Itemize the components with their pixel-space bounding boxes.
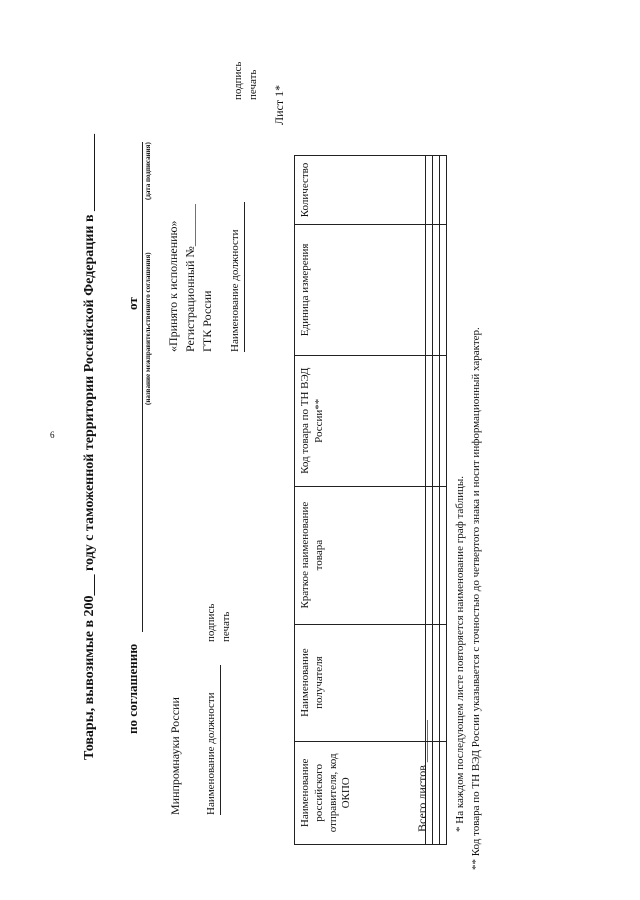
document-title: Товары, вывозимые в 200___ году с таможенной территории Российской Федерации в ___________ <box>82 133 97 760</box>
table-cell <box>433 486 440 624</box>
left-seal-label: печать <box>220 611 232 642</box>
table-cell <box>426 156 433 225</box>
table-row <box>433 156 440 845</box>
footnote-1: * На каждом последующем листе повторяется наименование граф таблицы. <box>454 475 466 832</box>
column-header: Наименование российского отправителя, код ОКПО <box>295 741 426 844</box>
table-row <box>440 156 447 845</box>
column-header: Единица измерения <box>295 224 426 355</box>
left-position-line <box>220 665 221 815</box>
page-number: 6 <box>50 430 55 440</box>
date-caption: (дата подписания) <box>144 142 152 200</box>
agreement-line <box>142 142 143 632</box>
table-cell <box>433 224 440 355</box>
registration-number: Регистрационный №_______ <box>183 204 197 352</box>
column-header: Краткое наименование товара <box>295 486 426 624</box>
table-cell <box>426 486 433 624</box>
table-cell <box>440 156 447 225</box>
right-position-line <box>244 202 245 352</box>
customs-org: ГТК России <box>200 290 214 352</box>
right-position-label: Наименование должности <box>229 229 241 352</box>
table-header-row <box>295 156 426 845</box>
table-cell <box>440 486 447 624</box>
right-signature-label: подпись <box>232 61 244 100</box>
agreement-caption: (название межправительственного соглашения) <box>144 252 152 405</box>
table-cell <box>433 741 440 844</box>
right-seal-label: печать <box>247 69 259 100</box>
left-signature-label: подпись <box>205 603 217 642</box>
column-header: Наименование получателя <box>295 624 426 741</box>
table-cell <box>440 624 447 741</box>
column-header: Код товара по ТН ВЭД России** <box>295 355 426 486</box>
table-cell <box>433 624 440 741</box>
table-cell <box>426 355 433 486</box>
table-cell <box>426 224 433 355</box>
from-label: от <box>125 297 140 310</box>
table-cell <box>440 741 447 844</box>
table-cell <box>440 355 447 486</box>
total-sheets: Всего листов _______ <box>415 720 429 832</box>
sheet-label: Лист 1* <box>272 84 286 125</box>
agreement-prefix: по соглашению <box>125 643 140 734</box>
accepted-label: «Принято к исполнению» <box>166 220 180 352</box>
left-position-label: Наименование должности <box>205 692 217 815</box>
table-cell <box>433 156 440 225</box>
column-header: Количество <box>295 156 426 225</box>
footnote-2: ** Код товара по ТН ВЭД России указывается с точностью до четвертого знака и носит информационный характер. <box>470 327 482 870</box>
table-cell <box>440 224 447 355</box>
table-cell <box>433 355 440 486</box>
ministry-org: Минпромнауки России <box>168 697 182 815</box>
